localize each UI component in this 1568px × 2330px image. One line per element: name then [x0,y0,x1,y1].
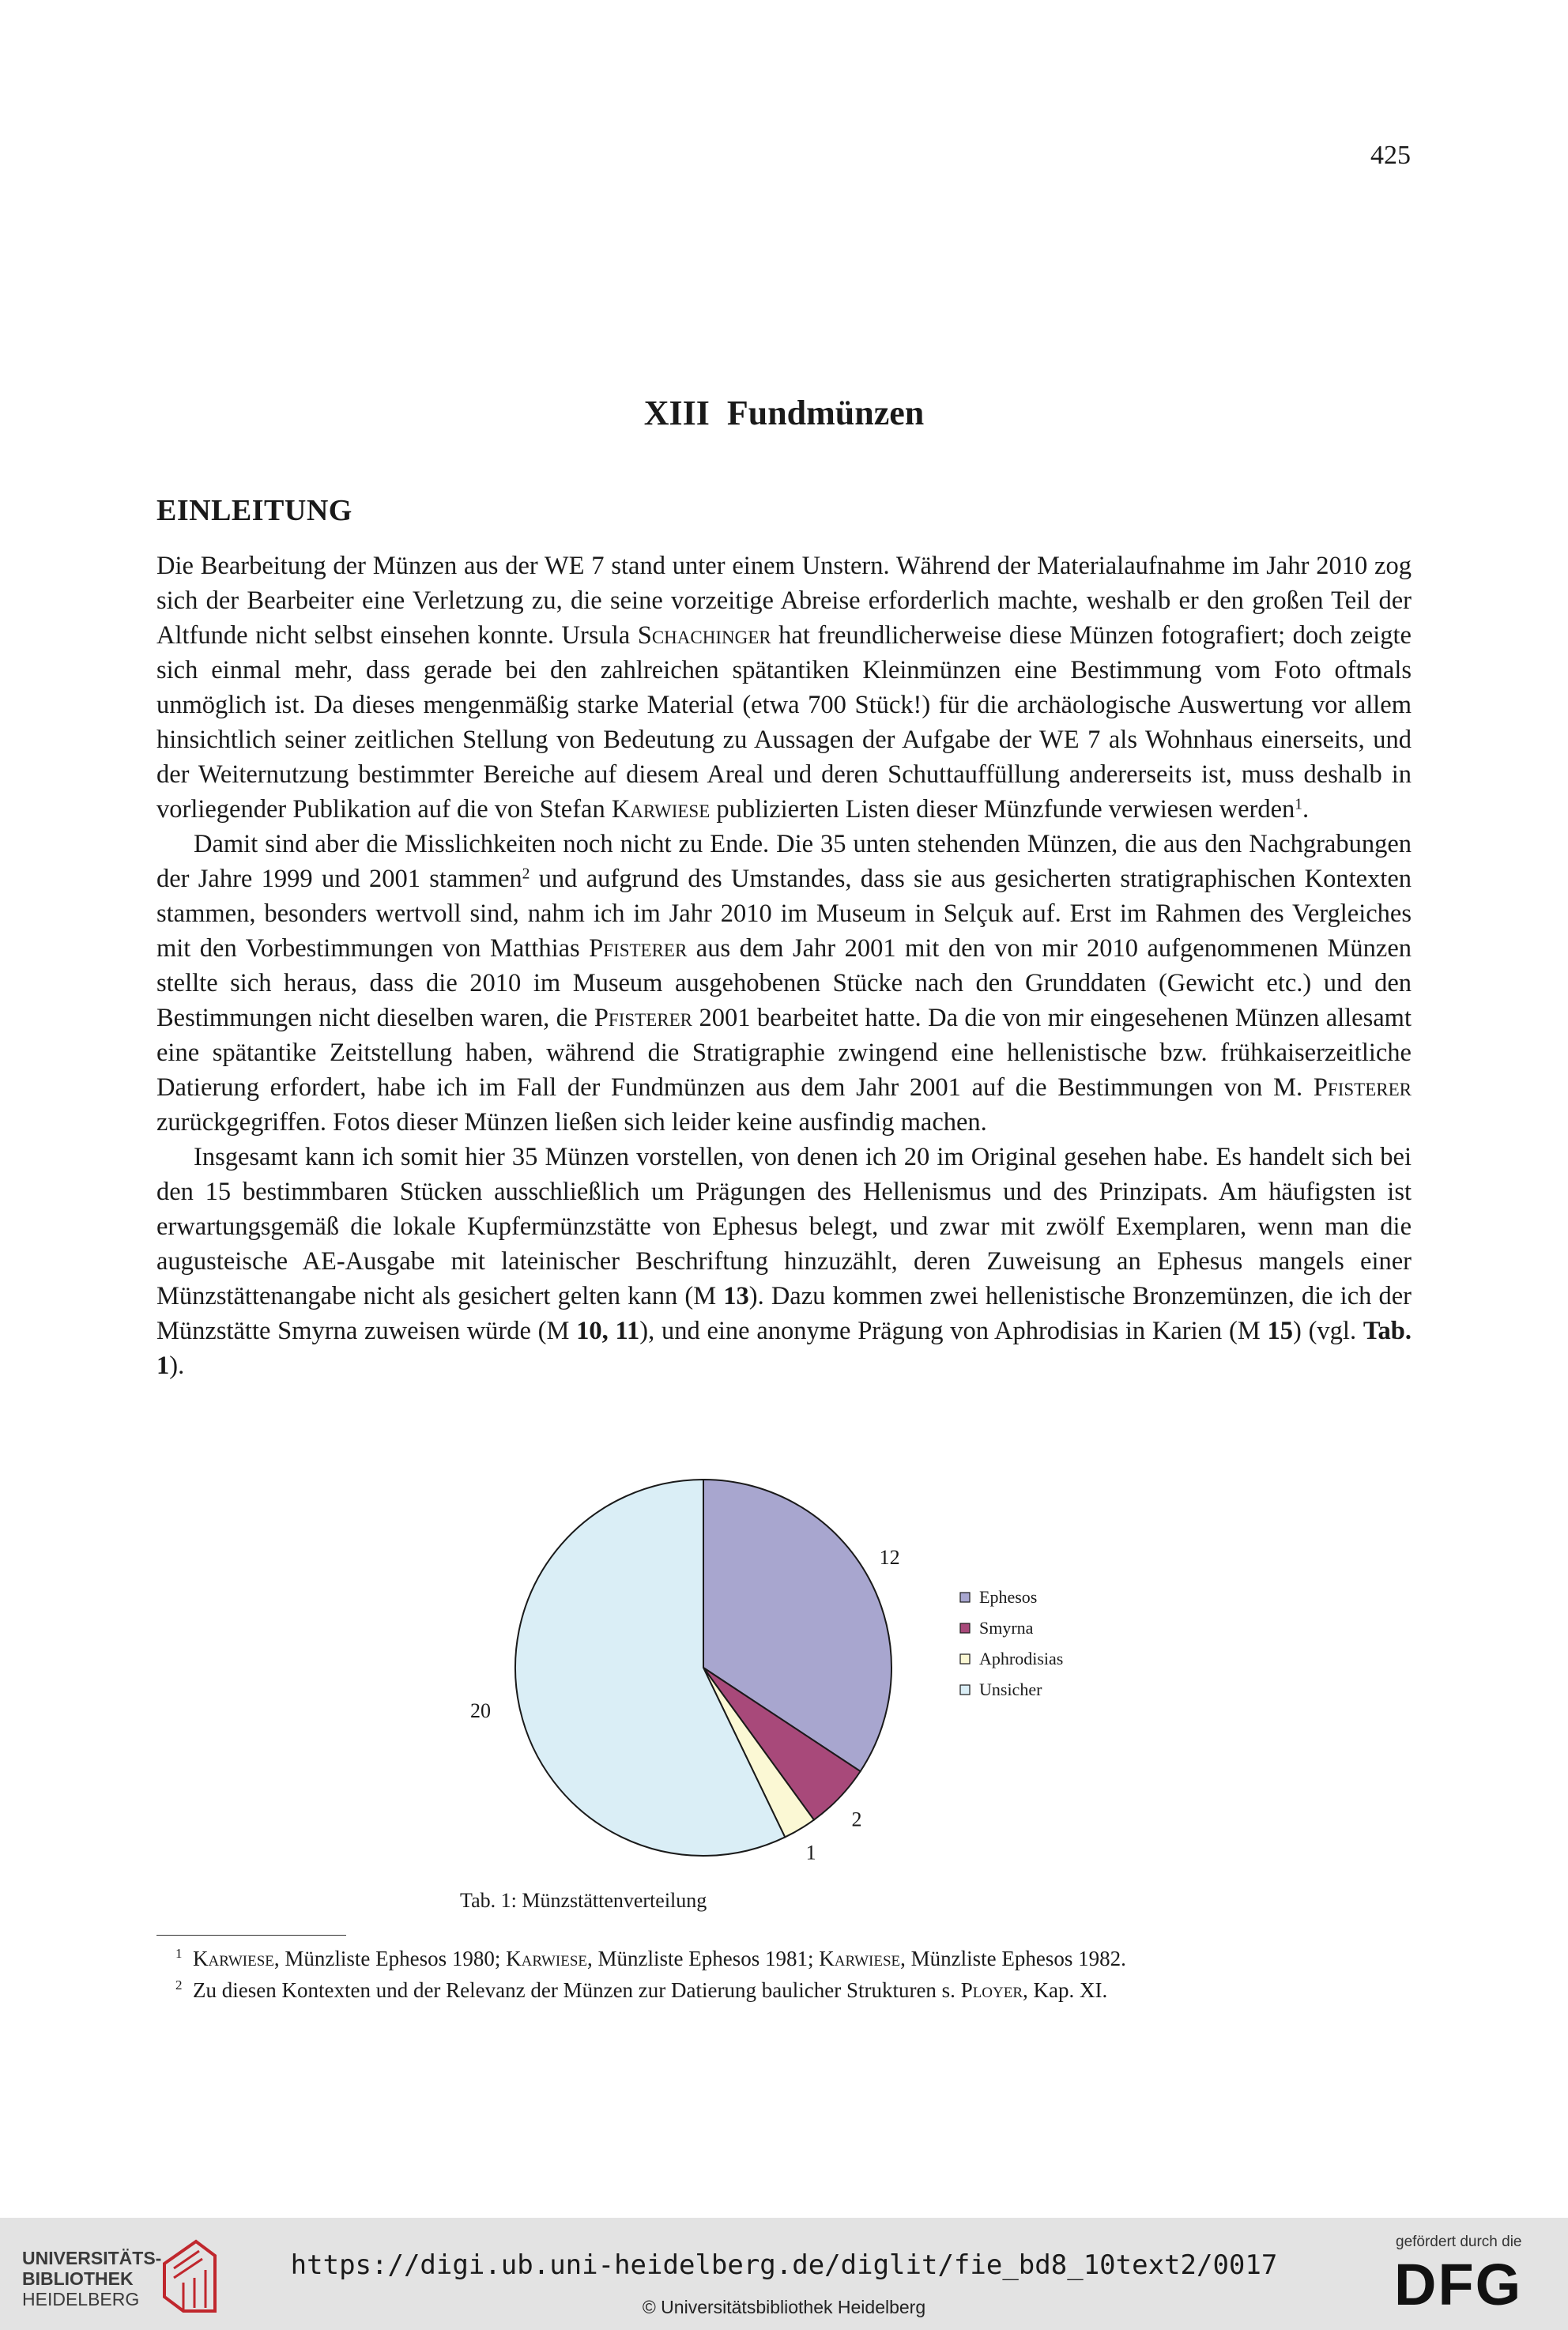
footnote-1: 1 Karwiese, Münzliste Ephesos 1980; Karwiese, Münzliste Ephesos 1981; Karwiese, Münzliste Ephesos 1982. [175,1946,1126,1970]
footnote-divider [156,1935,346,1936]
paragraph-3: Insgesamt kann ich somit hier 35 Münzen vorstellen, von denen ich 20 im Original gesehen habe. Es handelt sich bei den 15 bestimmbaren Stücken ausschließlich um Prägungen des Hellenismus und des Prinzipats. Am häufigsten ist erwartungsgemäß die lokale Kupfermünzstätte von Ephesus belegt, und zwar mit zwölf Exemplaren, wenn man die augusteische AE-Ausgabe mit lateinischer Beschriftung hinzuzählt, deren Zuweisung an Ephesus mangels einer Münzstättenangabe nicht als gesichert gelten kann (M 13). Dazu kommen zwei hellenistische Bronzemünzen, die ich der Münzstätte Smyrna zuweisen würde (M 10, 11), und eine anonyme Prägung von Aphrodisias in Karien (M 15) (vgl. Tab. 1). [156,1143,1412,1380]
legend-swatch [960,1623,970,1633]
pie-data-label: 20 [469,1698,491,1722]
author-name: Pfisterer [589,934,688,963]
legend-swatch [960,1654,970,1664]
chapter-title: XIII Fundmünzen [643,394,925,432]
paragraph-1: Die Bearbeitung der Münzen aus der WE 7 stand unter einem Unstern. Während der Materialaufnahme im Jahr 2010 zog sich der Bearbeiter eine Verletzung zu, die seine vorzeitige Abreise erforderlich machte, weshalb er den großen Teil der Altfunde nicht selbst einsehen konnte. Ursula Schachinger hat freundlicherweise diese Münzen fotografiert; doch zeigte sich einmal mehr, dass gerade bei den zahlreichen spätantiken Kleinmünzen eine Bestimmung vom Foto oftmals unmöglich ist. Da dieses mengenmäßig starke Material (etwa 700 Stück!) für die archäologische Auswertung vor allem hinsichtlich seiner zeitlichen Stellung von Bedeutung zu Aussagen der Aufgabe der WE 7 als Wohnhaus einerseits, und der Weiternutzung bestimmter Bereiche auf diesem Areal und deren Schuttauffüllung andererseits ist, muss deshalb in vorliegender Publikation auf die von Stefan Karwiese publizierten Listen dieser Münzfunde verwiesen werden$^1$. [156,552,1412,824]
footer-bar [0,2218,1568,2330]
table-reference[interactable]: Tab. 1 [156,1317,1412,1380]
footnote-2: 2 Zu diesen Kontexten und der Relevanz der Münzen zur Datierung baulicher Strukturen s. Ployer, Kap. XI. [175,1977,1108,2002]
author-name: Schachinger [637,621,771,650]
legend-label: Ephesos [979,1587,1038,1607]
dfg-logo[interactable]: DFG [1394,2252,1523,2317]
legend-label: Aphrodisias [979,1649,1064,1668]
legend-label: Smyrna [979,1618,1034,1638]
pie-data-label: 1 [805,1841,816,1864]
footnotes [156,1943,1412,2006]
paragraph-2: Damit sind aber die Misslichkeiten noch nicht zu Ende. Die 35 unten stehenden Münzen, die aus den Nachgrabungen der Jahre 1999 und 2001 stammen$^2$ und aufgrund des Umstandes, dass sie aus gesicherten stratigraphischen Kontexten stammen, besonders wertvoll sind, nahm ich im Jahr 2010 im Museum in Selçuk auf. Erst im Rahmen des Vergleiches mit den Vorbestimmungen von Matthias Pfisterer aus dem Jahr 2001 mit den von mir 2010 aufgenommenen Münzen stellte sich heraus, dass die 2010 im Museum ausgehobenen Stücke nach den Grunddaten (Gewicht etc.) und den Bestimmungen nicht dieselben waren, die Pfisterer 2001 bearbeitet hatte. Da die von mir eingesehenen Münzen allesamt eine spätantike Zeitstellung haben, während die Stratigraphie zwingend eine hellenistische bzw. frühkaiserzeitliche Datierung erfordert, habe ich im Fall der Fundmünzen aus dem Jahr 2001 auf die Bestimmungen von M. Pfisterer zurückgegriffen. Fotos dieser Münzen ließen sich leider keine ausfindig machen. [156,830,1412,1137]
chart-caption: Tab. 1: Münzstättenverteilung [460,1889,707,1912]
author-name: Pfisterer [1313,1073,1412,1102]
pie-data-label: 2 [851,1808,862,1831]
funding-note: gefördert durch die [1396,2234,1522,2250]
author-name: Karwiese [611,795,710,824]
footer-copyright: © Universitätsbibliothek Heidelberg [642,2297,926,2317]
footnote-marker[interactable]: 2 [522,865,530,883]
page-number: 425 [1370,141,1411,170]
section-heading: EINLEITUNG [156,494,352,527]
legend-swatch [960,1593,970,1602]
mint-distribution-pie-chart [443,1470,1154,1881]
footnote-marker[interactable]: 1 [1295,796,1303,813]
author-name: Pfisterer [594,1004,693,1032]
library-logo[interactable]: UNIVERSITÄTS- BIBLIOTHEK HEIDELBERG [22,2248,162,2309]
body-text [156,549,1412,1383]
pie-data-label: 12 [879,1546,900,1570]
legend-swatch [960,1685,970,1695]
legend-label: Unsicher [979,1680,1042,1699]
footer-url[interactable]: https://digi.ub.uni-heidelberg.de/diglit/fie_bd8_10text2/0017 [290,2249,1278,2281]
